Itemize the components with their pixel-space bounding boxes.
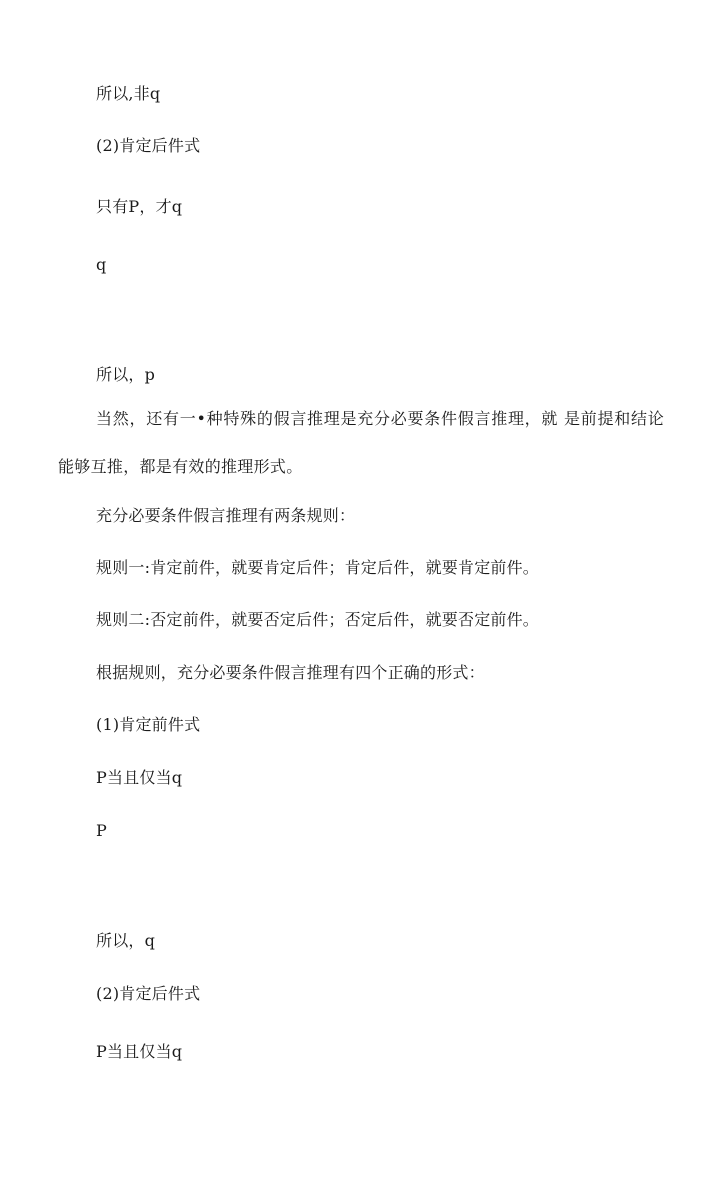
paragraph-biconditional-intro: 当然，还有一•种特殊的假言推理是充分必要条件假言推理，就 是前提和结论能够互推，都是有效的推理形式。 xyxy=(58,409,664,476)
text-line-p-premise: P xyxy=(96,821,107,840)
text-line-iff-premise-2: P当且仅当q xyxy=(96,1042,183,1061)
text-line-affirm-antecedent-heading: (1)肯定前件式 xyxy=(96,715,201,734)
text-line-affirm-consequent-heading-2: (2)肯定后件式 xyxy=(96,984,201,1003)
text-line-affirm-consequent-heading: (2)肯定后件式 xyxy=(96,136,201,155)
text-line-conclusion-p: 所以，p xyxy=(96,365,156,384)
text-line-rule-one: 规则一:肯定前件，就要肯定后件；肯定后件，就要肯定前件。 xyxy=(96,558,539,577)
text-line-only-if-premise: 只有P，才q xyxy=(96,197,183,216)
text-line-rule-two: 规则二:否定前件，就要否定后件；否定后件，就要否定前件。 xyxy=(96,610,539,629)
text-line-two-rules-intro: 充分必要条件假言推理有两条规则： xyxy=(96,506,356,525)
text-line-conclusion-q: 所以，q xyxy=(96,931,156,950)
text-line-iff-premise-1: P当且仅当q xyxy=(96,768,183,787)
text-line-q-premise: q xyxy=(96,255,107,274)
text-line-conclusion-not-q: 所以,非q xyxy=(96,84,161,103)
text-line-four-forms-intro: 根据规则，充分必要条件假言推理有四个正确的形式： xyxy=(96,663,485,682)
